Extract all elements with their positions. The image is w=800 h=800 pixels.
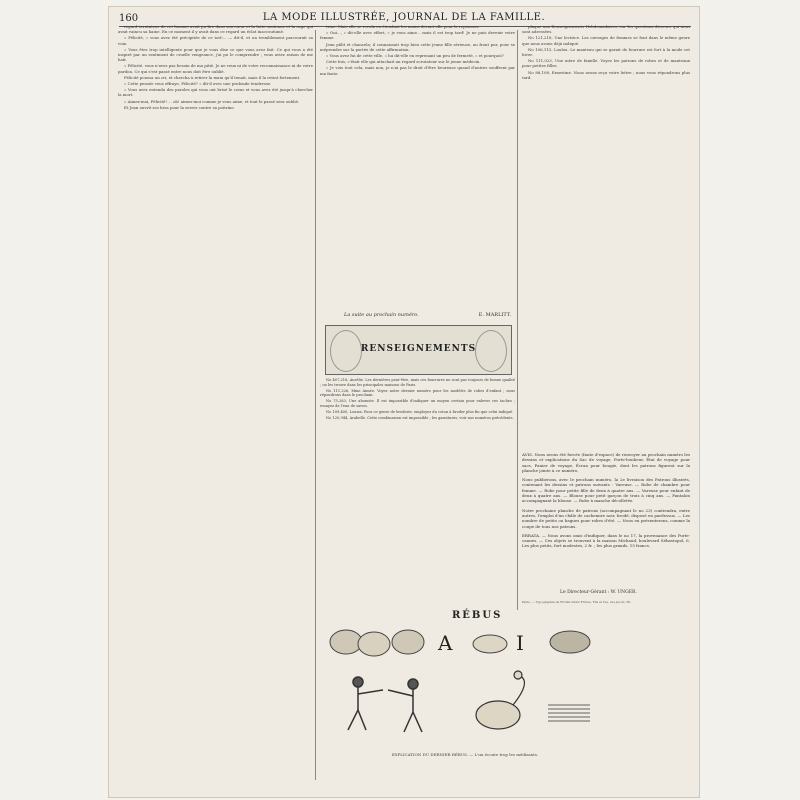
author-name: E. MARLITT. <box>478 312 511 318</box>
rebus-title: RÉBUS <box>452 610 503 621</box>
svg-text:I: I <box>516 631 524 655</box>
paragraph: Notre prochaine planche de patrons (accompagnant le no 23) contiendra, entre autres, l'emploi d'un châle de cachemire noir, brodé, disposé en pardessus. — Les nombre de petits ou bagues pour robes d'été. — Nous en présenterons, comme la coupe de tous nos patrons. <box>522 507 690 529</box>
paragraph: No 88,108, Ernestine. Nous avons reçu votre lettre ; nous vous répondrons plus tard. <box>522 69 690 80</box>
column-2-text <box>320 24 515 314</box>
page-number: 160 <box>119 13 139 24</box>
column-3-text <box>522 24 690 444</box>
paragraph: « Oui..., » dit-elle avec effort, « je vous aime... mais il est trop tard! Je ne puis devenir votre femme. <box>320 30 515 41</box>
continuation-note: La suite au prochain numéro. <box>344 312 419 318</box>
column-divider <box>315 30 316 780</box>
bowl-icon <box>473 635 507 653</box>
avis-notices <box>522 452 690 549</box>
paragraph: No 407,216, Aurélie. Les dernières peut-être, mais ces fourrures ne sont pas toujours de bonne qualité ; on les trouve dans les principales maisons de Paris. <box>320 378 515 387</box>
music-staff-icon <box>548 705 590 721</box>
ornament-right <box>475 330 507 372</box>
svg-text:A: A <box>438 631 453 655</box>
fencers-icon <box>348 677 422 732</box>
paragraph: trine. Mais elle se recula en étendant les mains devant elle pour le repousser. <box>326 24 480 29</box>
rebus-explanation: EXPLICATION DU DERNIER RÉBUS. — L'un écoute trop les médisants. <box>391 752 539 757</box>
paragraph: « Aimez-moi, Félicité! ... oh! aimez-moi comme je vous aime, et tout le passé sera oublié. <box>124 98 300 104</box>
paragraph: AVIS. Nous avons été forcée (faute d'espace) de renvoyer au prochain numéro les dessins et explications du Sac de voyage, Porte-bonheur, Étui de voyage pour sacs, Panier de voyage, Écran pour bougie, dont les patrons figurent sur la planche jointe à ce numéro. <box>522 452 690 473</box>
paragraph: Et Jean ouvrit ses bras pour la serrer contre sa poitrine. <box>124 104 235 110</box>
paragraph: Nous publierons, avec le prochain numéro, la 2e livraison des Patrons illustrés, contenant les dessins et patrons suivants : Vareuse. — Robe de chambre pour femme. — Robe pour petite fille de deux à quatre ans. — Vareuse pour enfant de deux à quatre ans. — Blouse pour petit garçon de trois à cinq ans. — Pantalon accompagnant la blouse. — Robe à manche décolletée. <box>522 477 690 504</box>
paragraph: « Vous êtes trop intelligente pour que je vous dise ce que vous avez fait. Ce qui vous a été inspiré par un sentiment de cruelle vengeance, j'ai pu le comprendre ; vous aviez raison de me haïr. <box>118 46 313 63</box>
paragraph: « Félicité, » vous avez été précipitée de ce toit!... — dit-il, et un tremblement parcourait sa voix. <box>118 35 313 46</box>
column-divider <box>517 30 518 610</box>
paragraph: « Cette pensée vous effraye, Félicité? » dit-il avec une profonde tendresse. <box>124 81 272 87</box>
paragraph: regard scrutateur de cet homme avait pu lire dans son cœur et la lutte soutenue et la rage qui avait vaincu sa haine. En ce moment il y avait dans ce regard un éclat inaccoutumé. <box>118 24 313 35</box>
pelican-icon <box>476 671 524 729</box>
paragraph: « Vous avez fui de cette ville, » lui dit-elle en reprenant un peu de fermeté, « et pourquoi? <box>326 53 504 59</box>
serial-signature <box>344 312 511 318</box>
paragraph: Félicité poussa un cri, et chercha à retirer la main qu'il tenait, mais il la retint fortement. <box>124 74 301 80</box>
paragraph: Jean pâlit et chancela; il connaissait trop bien cette jeune fille sérieuse, au front pur, pour se méprendre sur la portée de cette affirmation. <box>320 41 515 52</box>
paragraph: No 111,023, Une mère de famille. Voyez les patrons de robes et de manteaux pour petites filles. <box>522 58 690 69</box>
renseignements-banner <box>325 325 512 375</box>
printer-imprint: Paris. — Typographie de Firmin Didot Frères, Fils et Cie, rue Jacob, 56. <box>522 600 632 604</box>
animal-icon <box>550 631 590 653</box>
paragraph: « Je vois tout cela, mais non, je n'ai pas le droit d'être heureuse quand d'autres souffrent par ma faute. <box>320 65 515 76</box>
renseignements-heading: RENSEIGNEMENTS <box>360 344 477 354</box>
paragraph: ERRATA. — Nous avons omis d'indiquer, dans le no 17, la provenance des Porte-cannes. — Ces objets se trouvent à la maison Michaud, boulevard Sébastopol, 6. Les plus petits, fort modestes, 2 fr. ; les plus grands, 15 francs. <box>522 532 690 549</box>
paragraph: No 75,283, Une abonnée. Il est impossible d'indiquer un moyen certain pour enlever ces taches ; essayez de l'eau de savon. <box>320 399 515 408</box>
paragraph: No 121,218, Une lectrice. Les ouvrages de femmes se font dans le même genre que nous avons déjà indiqué. <box>522 35 690 46</box>
paragraph: « Vous avez entendu des paroles qui vous ont brisé le cœur et vous avez été jusqu'à chercher la mort. <box>118 87 313 98</box>
paragraph: No 111,226, Mme Aimée. Voyez notre dernier numéro pour les modèles de robes d'enfant ; nous répondrons dans le prochain. <box>320 388 515 398</box>
paragraph: No 106,115, Loulou. Le manteau qui se garnit de fourrure est fort à la mode cet hiver. <box>522 46 690 58</box>
paragraph: No 109,400, Louisa. Pour ce genre de broderie, employez du coton à broder plus fin que celui indiqué. <box>326 409 514 414</box>
rebus-illustration <box>318 620 598 752</box>
paragraph: « Félicité, vous n'avez pas besoin de ma pitié. Je ne veux ni de votre reconnaissance ni de votre pardon. Ce qui s'est passé entre nous doit être oublié. <box>118 63 313 74</box>
page-title: LA MODE ILLUSTRÉE, JOURNAL DE LA FAMILLE. <box>262 12 546 23</box>
paragraph: plaque aux Renseignements Hebdomadaires, sur les questions diverses qui nous sont adressées. <box>522 24 690 35</box>
coins-icon <box>330 630 424 656</box>
column-1-text <box>118 24 313 784</box>
director-signature: Le Directeur-Gérant : W. UNGER. <box>560 590 637 595</box>
paragraph: No 120,944, Arabelle. Cette combinaison est impossible ; les garnitures, voir nos numéros précédents. <box>326 415 514 420</box>
paragraph: Cette fois, c'était elle qui attachait un regard scrutateur sur le jeune médecin. <box>326 59 481 65</box>
